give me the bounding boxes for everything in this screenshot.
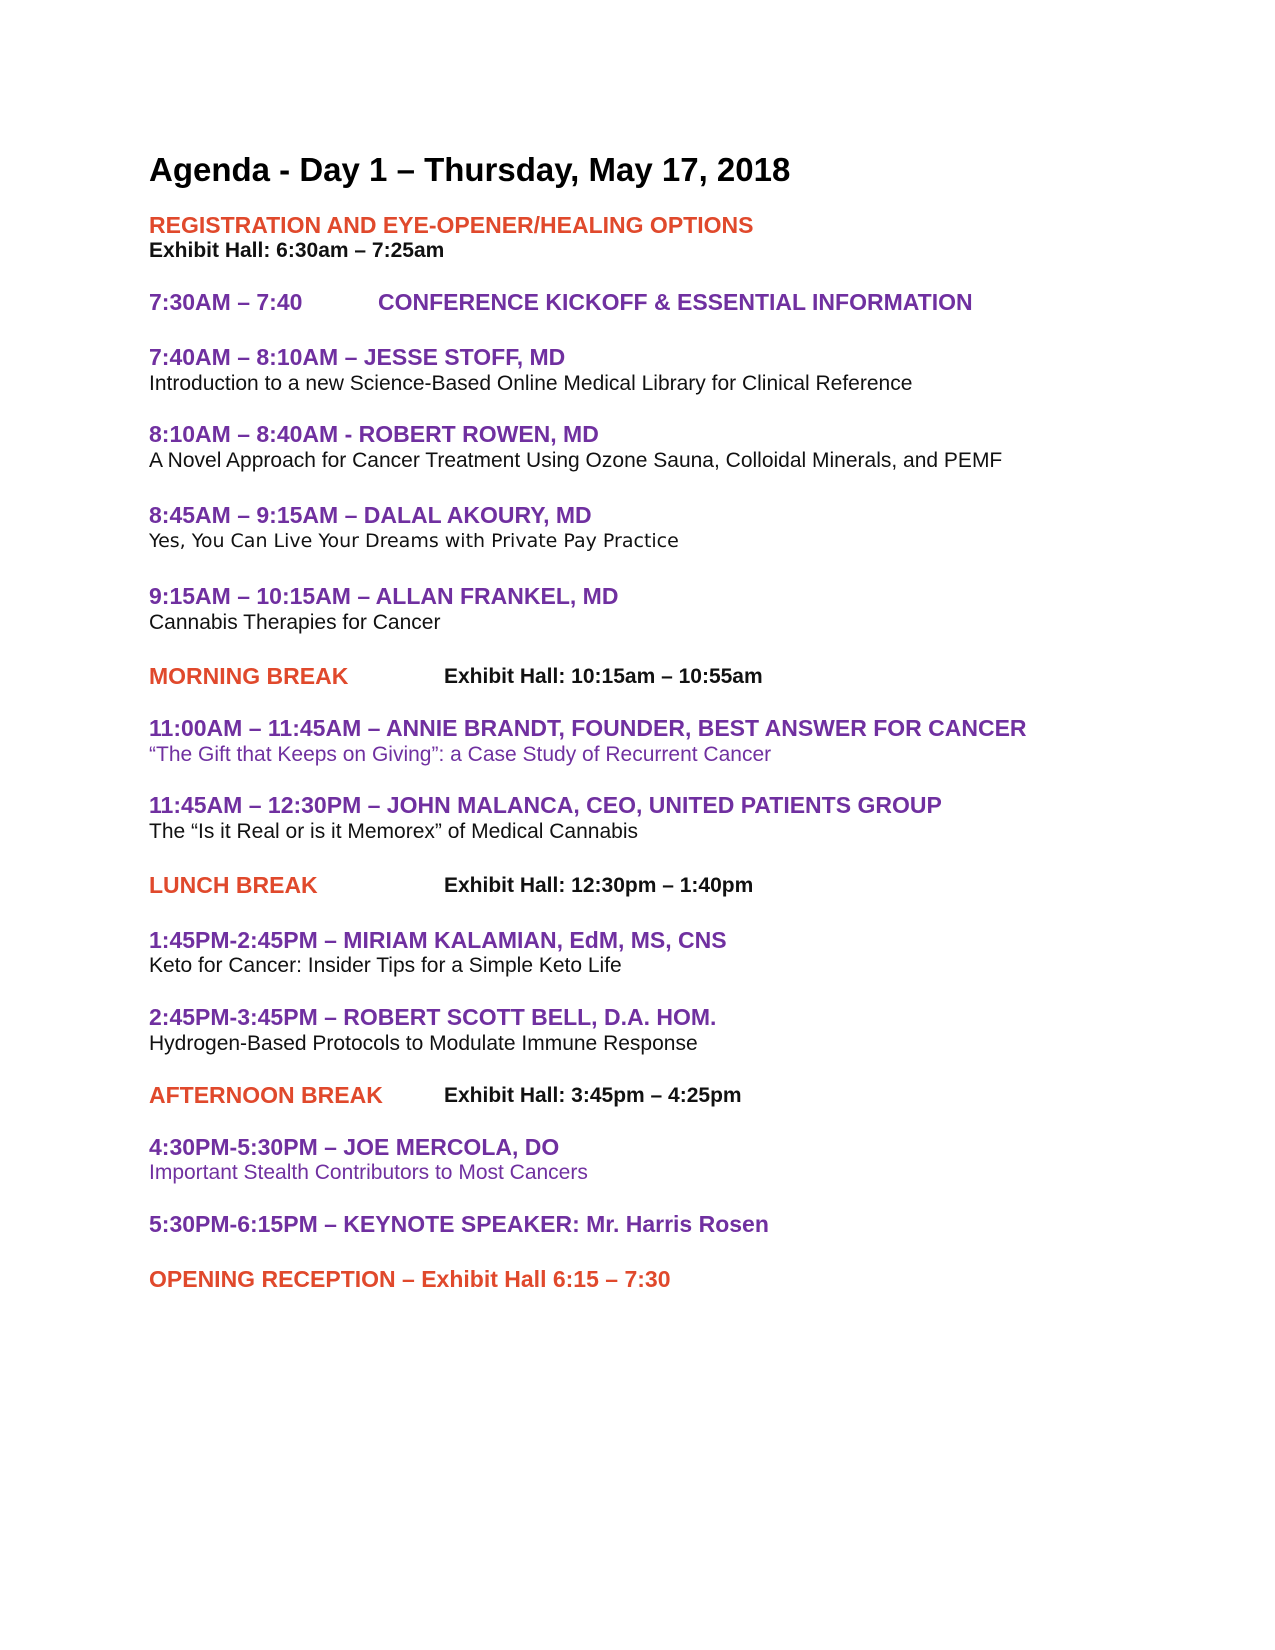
session-bell-detail: Hydrogen-Based Protocols to Modulate Immune Response bbox=[149, 1032, 698, 1055]
afternoon-break-heading: AFTERNOON BREAK bbox=[149, 1082, 383, 1108]
registration-detail: Exhibit Hall: 6:30am – 7:25am bbox=[149, 239, 445, 262]
morning-break-detail: Exhibit Hall: 10:15am – 10:55am bbox=[444, 665, 763, 688]
keynote-heading: 5:30PM-6:15PM – KEYNOTE SPEAKER: Mr. Harris Rosen bbox=[149, 1211, 769, 1237]
session-stoff-heading: 7:40AM – 8:10AM – JESSE STOFF, MD bbox=[149, 344, 566, 370]
lunch-break-heading: LUNCH BREAK bbox=[149, 872, 318, 898]
session-mercola-detail: Important Stealth Contributors to Most Cancers bbox=[149, 1161, 588, 1184]
morning-break-heading: MORNING BREAK bbox=[149, 663, 349, 689]
page-title: Agenda - Day 1 – Thursday, May 17, 2018 bbox=[149, 151, 791, 188]
reception-heading: OPENING RECEPTION – Exhibit Hall 6:15 – 7:30 bbox=[149, 1266, 671, 1292]
kickoff-time: 7:30AM – 7:40 bbox=[149, 289, 303, 315]
kickoff-heading: CONFERENCE KICKOFF & ESSENTIAL INFORMATION bbox=[378, 289, 973, 315]
session-stoff-detail: Introduction to a new Science-Based Online Medical Library for Clinical Reference bbox=[149, 372, 913, 395]
lunch-break-detail: Exhibit Hall: 12:30pm – 1:40pm bbox=[444, 874, 754, 897]
session-malanca-heading: 11:45AM – 12:30PM – JOHN MALANCA, CEO, UNITED PATIENTS GROUP bbox=[149, 792, 942, 818]
session-kalamian-detail: Keto for Cancer: Insider Tips for a Simple Keto Life bbox=[149, 954, 622, 977]
session-frankel-heading: 9:15AM – 10:15AM – ALLAN FRANKEL, MD bbox=[149, 583, 619, 609]
session-akoury-heading: 8:45AM – 9:15AM – DALAL AKOURY, MD bbox=[149, 502, 592, 528]
session-akoury-detail: Yes, You Can Live Your Dreams with Private Pay Practice bbox=[149, 530, 679, 552]
session-rowen-detail: A Novel Approach for Cancer Treatment Using Ozone Sauna, Colloidal Minerals, and PEMF bbox=[149, 449, 1003, 472]
session-frankel-detail: Cannabis Therapies for Cancer bbox=[149, 611, 441, 634]
session-brandt-detail: “The Gift that Keeps on Giving”: a Case Study of Recurrent Cancer bbox=[149, 743, 772, 766]
session-mercola-heading: 4:30PM-5:30PM – JOE MERCOLA, DO bbox=[149, 1134, 560, 1160]
afternoon-break-detail: Exhibit Hall: 3:45pm – 4:25pm bbox=[444, 1084, 742, 1107]
session-kalamian-heading: 1:45PM-2:45PM – MIRIAM KALAMIAN, EdM, MS, CNS bbox=[149, 927, 727, 953]
session-rowen-heading: 8:10AM – 8:40AM - ROBERT ROWEN, MD bbox=[149, 421, 599, 447]
session-brandt-heading: 11:00AM – 11:45AM – ANNIE BRANDT, FOUNDER, BEST ANSWER FOR CANCER bbox=[149, 715, 1027, 741]
session-bell-heading: 2:45PM-3:45PM – ROBERT SCOTT BELL, D.A. HOM. bbox=[149, 1004, 717, 1030]
session-malanca-detail: The “Is it Real or is it Memorex” of Medical Cannabis bbox=[149, 820, 638, 843]
registration-heading: REGISTRATION AND EYE-OPENER/HEALING OPTIONS bbox=[149, 212, 754, 238]
